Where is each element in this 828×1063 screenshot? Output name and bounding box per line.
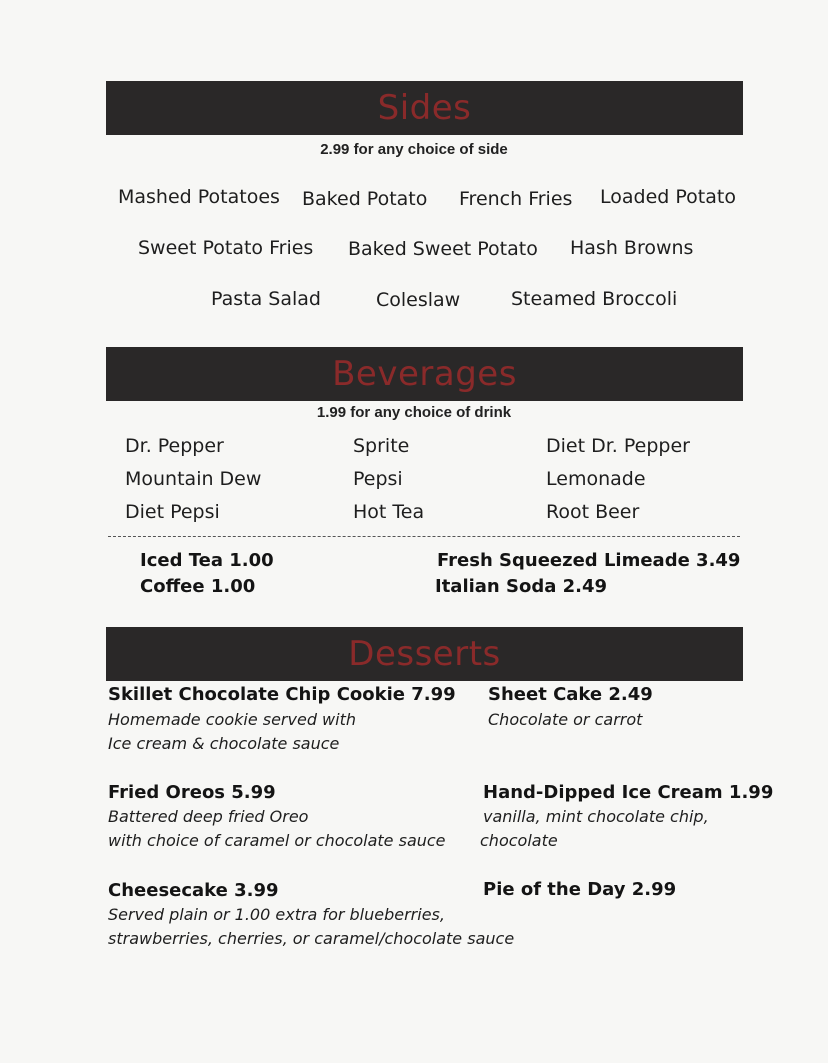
side-item: Loaded Potato <box>600 186 736 208</box>
beverage-item: Diet Pepsi <box>125 501 220 523</box>
dessert-name: Skillet Chocolate Chip Cookie 7.99 <box>108 684 456 705</box>
beverage-item: Mountain Dew <box>125 468 262 490</box>
side-item: Mashed Potatoes <box>118 186 280 208</box>
beverages-title: Beverages <box>332 354 517 394</box>
dessert-name: Hand-Dipped Ice Cream 1.99 <box>483 782 774 803</box>
desserts-title: Desserts <box>348 634 501 674</box>
beverage-special: Coffee 1.00 <box>140 576 256 597</box>
dessert-name: Sheet Cake 2.49 <box>488 684 653 705</box>
dessert-description: Served plain or 1.00 extra for blueberries, <box>108 905 445 924</box>
dessert-description: Battered deep fried Oreo <box>108 807 309 826</box>
dessert-description: chocolate <box>480 831 558 850</box>
sides-subtitle: 2.99 for any choice of side <box>320 141 508 158</box>
beverage-item: Lemonade <box>546 468 646 490</box>
side-item: Baked Potato <box>302 188 428 210</box>
dessert-description: Ice cream & chocolate sauce <box>108 734 340 753</box>
beverage-item: Diet Dr. Pepper <box>546 435 690 457</box>
sides-title: Sides <box>377 88 472 128</box>
side-item: French Fries <box>459 188 573 210</box>
beverage-item: Dr. Pepper <box>125 435 224 457</box>
side-item: Baked Sweet Potato <box>348 238 538 260</box>
side-item: Steamed Broccoli <box>511 288 678 310</box>
dessert-description: strawberries, cherries, or caramel/chocolate sauce <box>108 929 515 948</box>
desserts-header-bar <box>106 627 743 681</box>
dessert-name: Fried Oreos 5.99 <box>108 782 276 803</box>
sides-header-bar <box>106 81 743 135</box>
beverage-special: Italian Soda 2.49 <box>435 576 608 597</box>
dessert-description: with choice of caramel or chocolate sauce <box>108 831 446 850</box>
beverage-item: Pepsi <box>353 468 403 490</box>
dessert-description: Homemade cookie served with <box>108 710 356 729</box>
beverage-special: Fresh Squeezed Limeade 3.49 <box>437 550 741 571</box>
beverages-header-bar <box>106 347 743 401</box>
beverage-item: Hot Tea <box>353 501 425 523</box>
beverage-item: Root Beer <box>546 501 640 523</box>
dashed-divider <box>108 536 740 537</box>
dessert-name: Pie of the Day 2.99 <box>483 879 677 900</box>
side-item: Sweet Potato Fries <box>138 237 314 259</box>
dessert-description: vanilla, mint chocolate chip, <box>483 807 709 826</box>
beverage-special: Iced Tea 1.00 <box>140 550 274 571</box>
beverage-item: Sprite <box>353 435 410 457</box>
dessert-description: Chocolate or carrot <box>488 710 643 729</box>
beverages-subtitle: 1.99 for any choice of drink <box>316 404 512 421</box>
dessert-name: Cheesecake 3.99 <box>108 880 279 901</box>
side-item: Hash Browns <box>570 237 694 259</box>
side-item: Coleslaw <box>376 289 461 311</box>
side-item: Pasta Salad <box>211 288 321 310</box>
